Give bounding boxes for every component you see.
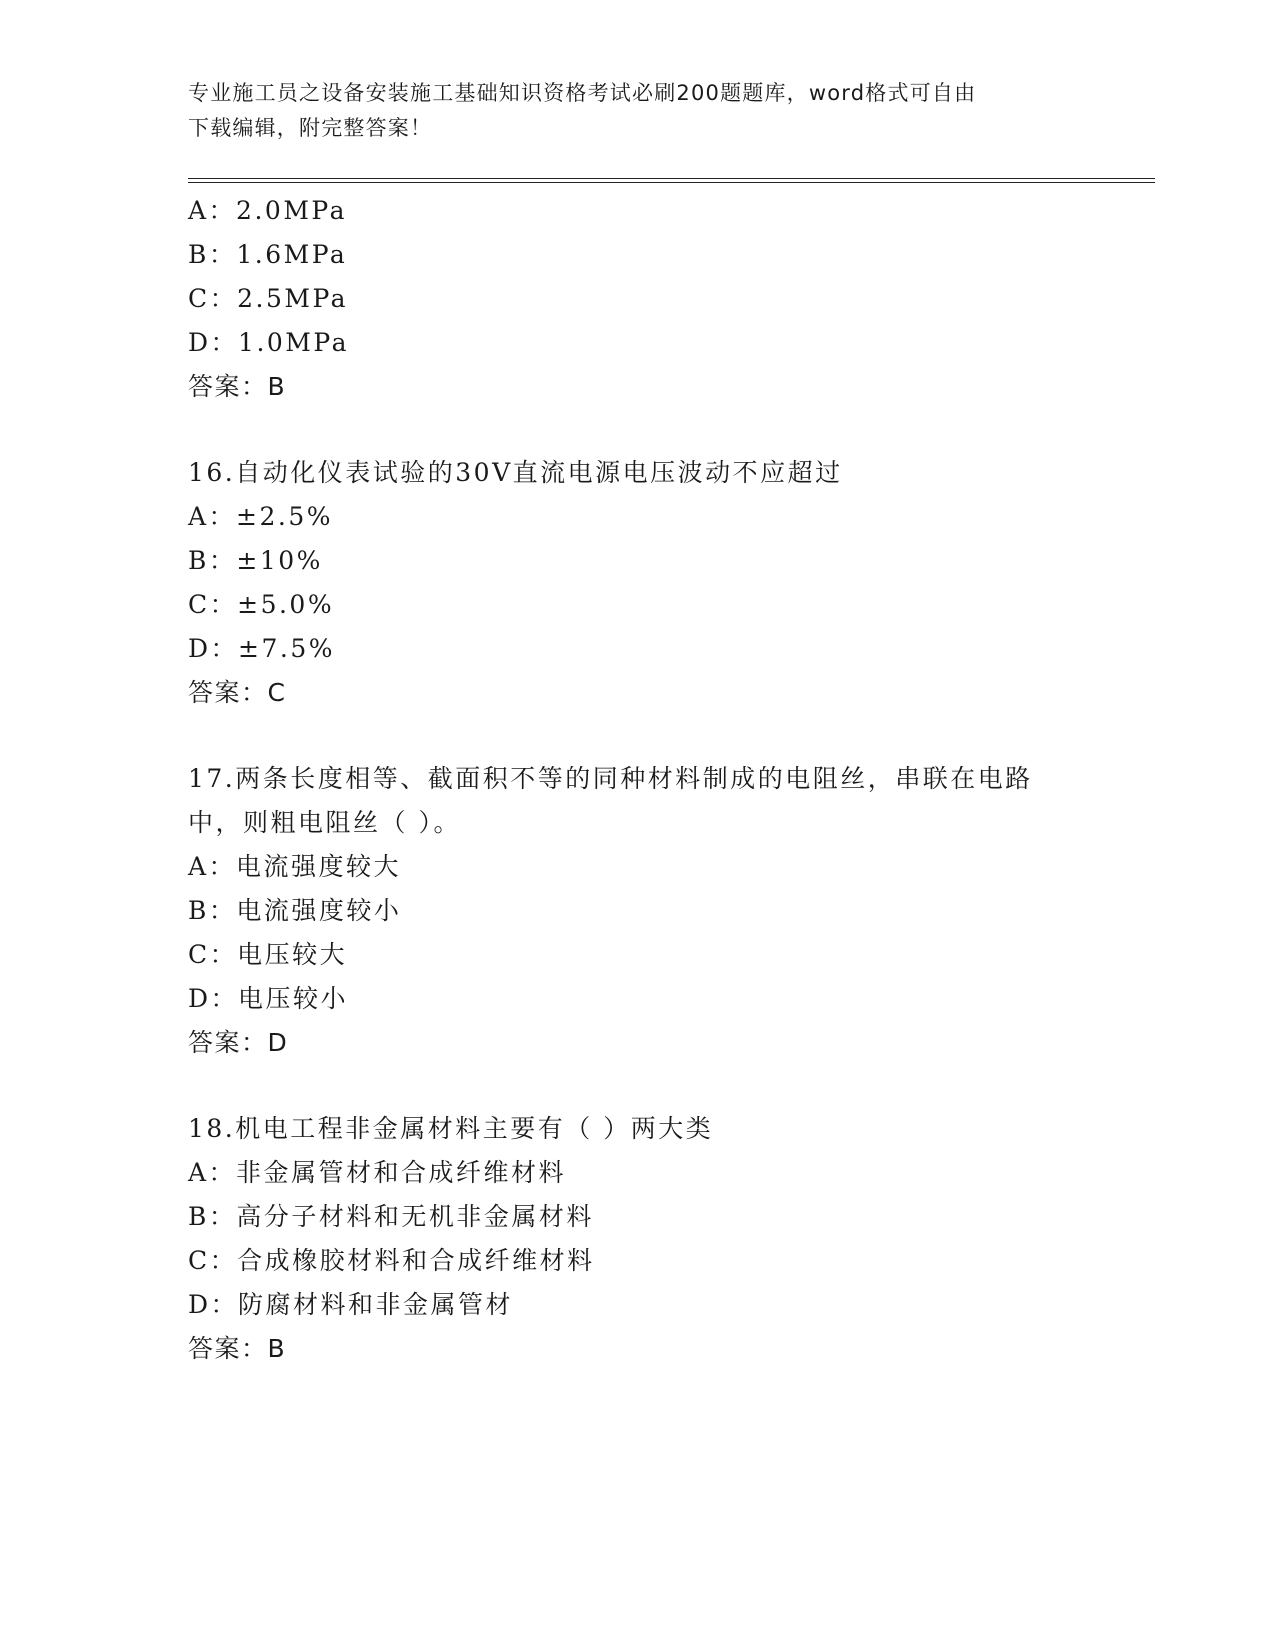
option-c: C：±5.0%	[188, 590, 335, 619]
option-c: C：2.5MPa	[188, 284, 349, 313]
option-b: B：电流强度较小	[188, 896, 402, 925]
option-a: A：非金属管材和合成纤维材料	[188, 1158, 567, 1187]
option-b: B：±10%	[188, 546, 323, 575]
option-d: D：±7.5%	[188, 634, 336, 663]
header-line-2: 下载编辑，附完整答案！	[188, 116, 433, 140]
option-d: D：1.0MPa	[188, 328, 350, 357]
option-a: A：2.0MPa	[188, 196, 348, 225]
document-header	[188, 76, 1088, 146]
option-c: C：电压较大	[188, 940, 348, 969]
answer-line: 答案：B	[188, 1334, 287, 1363]
answer-line: 答案：B	[188, 372, 287, 401]
option-b: B：1.6MPa	[188, 240, 348, 269]
question-stem: 16.自动化仪表试验的30V直流电源电压波动不应超过	[188, 458, 843, 487]
question-stem: 18.机电工程非金属材料主要有（ ）两大类	[188, 1114, 714, 1143]
option-b: B：高分子材料和无机非金属材料	[188, 1202, 594, 1231]
option-d: D：防腐材料和非金属管材	[188, 1290, 514, 1319]
option-a: A：电流强度较大	[188, 852, 402, 881]
option-d: D：电压较小	[188, 984, 349, 1013]
question-stem: 17.两条长度相等、截面积不等的同种材料制成的电阻丝，串联在电路	[188, 764, 1033, 793]
header-line-1: 专业施工员之设备安装施工基础知识资格考试必刷200题题库，word格式可自由	[188, 81, 977, 105]
option-c: C：合成橡胶材料和合成纤维材料	[188, 1246, 595, 1275]
option-a: A：±2.5%	[188, 502, 334, 531]
question-stem-continued: 中，则粗电阻丝（ ）。	[188, 808, 461, 837]
answer-line: 答案：D	[188, 1028, 289, 1057]
header-divider	[188, 178, 1155, 183]
answer-line: 答案：C	[188, 678, 287, 707]
